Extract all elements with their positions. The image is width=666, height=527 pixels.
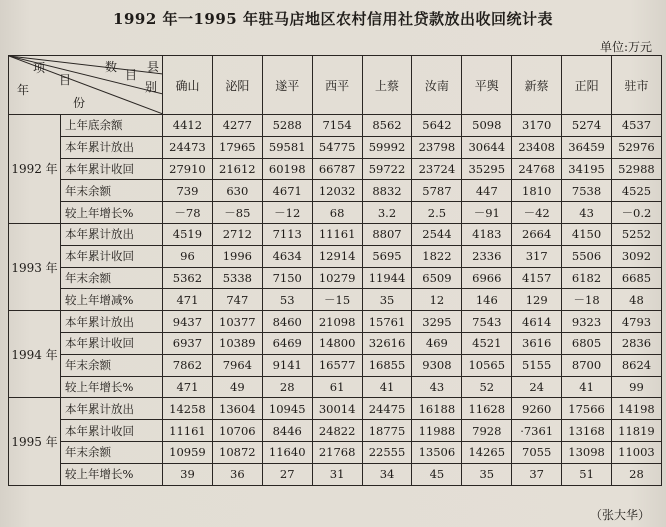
value-cell: 21612: [212, 158, 262, 180]
value-cell: 4525: [612, 180, 662, 202]
value-cell: 52: [462, 376, 512, 398]
value-cell: 5506: [562, 245, 612, 267]
value-cell: 16577: [312, 354, 362, 376]
county-header: 遂平: [262, 56, 312, 115]
table-row: [9, 180, 662, 202]
corner-label-mu2: 目: [125, 68, 138, 82]
value-cell: 28: [612, 463, 662, 485]
value-cell: 4412: [163, 115, 213, 137]
table-row: [9, 245, 662, 267]
value-cell: 53: [262, 289, 312, 311]
value-cell: 747: [212, 289, 262, 311]
value-cell: 5274: [562, 115, 612, 137]
value-cell: 13506: [412, 441, 462, 463]
value-cell: 30014: [312, 398, 362, 420]
value-cell: 96: [163, 245, 213, 267]
value-cell: 11161: [312, 223, 362, 245]
value-cell: 3.2: [362, 202, 412, 224]
county-header: 确山: [163, 56, 213, 115]
value-cell: 5288: [262, 115, 312, 137]
value-cell: －15: [312, 289, 362, 311]
value-cell: 31: [312, 463, 362, 485]
item-label-cell: 年末余额: [61, 180, 163, 202]
table-row: [9, 354, 662, 376]
value-cell: 27910: [163, 158, 213, 180]
county-header: 西平: [312, 56, 362, 115]
value-cell: 6469: [262, 332, 312, 354]
value-cell: 739: [163, 180, 213, 202]
value-cell: 129: [512, 289, 562, 311]
item-label-cell: 较上年增长%: [61, 202, 163, 224]
value-cell: 34: [362, 463, 412, 485]
value-cell: 9323: [562, 311, 612, 333]
value-cell: 8624: [612, 354, 662, 376]
value-cell: 471: [163, 289, 213, 311]
value-cell: 61: [312, 376, 362, 398]
table-title: 1992 年一1995 年驻马店地区农村信用社贷款放出收回统计表: [113, 10, 553, 28]
value-cell: 16855: [362, 354, 412, 376]
value-cell: 6966: [462, 267, 512, 289]
value-cell: －12: [262, 202, 312, 224]
value-cell: 7150: [262, 267, 312, 289]
value-cell: －78: [163, 202, 213, 224]
item-label-cell: 较上年增减%: [61, 289, 163, 311]
table-row: [9, 267, 662, 289]
value-cell: 49: [212, 376, 262, 398]
item-label-cell: 较上年增长%: [61, 463, 163, 485]
item-label-cell: 本年累计收回: [61, 245, 163, 267]
item-label-cell: 本年累计放出: [61, 398, 163, 420]
value-cell: 8446: [262, 420, 312, 442]
value-cell: 8700: [562, 354, 612, 376]
value-cell: 39: [163, 463, 213, 485]
value-cell: 24473: [163, 136, 213, 158]
value-cell: 4277: [212, 115, 262, 137]
value-cell: 6937: [163, 332, 213, 354]
county-header: 正阳: [562, 56, 612, 115]
value-cell: 7862: [163, 354, 213, 376]
value-cell: 10389: [212, 332, 262, 354]
value-cell: 54775: [312, 136, 362, 158]
value-cell: 3295: [412, 311, 462, 333]
value-cell: －0.2: [612, 202, 662, 224]
item-label-cell: 本年累计放出: [61, 223, 163, 245]
value-cell: 630: [212, 180, 262, 202]
value-cell: 6509: [412, 267, 462, 289]
value-cell: 35295: [462, 158, 512, 180]
value-cell: 48: [612, 289, 662, 311]
corner-label-bie: 别: [145, 80, 158, 94]
item-label-cell: 本年累计放出: [61, 136, 163, 158]
corner-label-mu1: 目: [59, 73, 72, 87]
value-cell: 27: [262, 463, 312, 485]
value-cell: 5642: [412, 115, 462, 137]
value-cell: 7055: [512, 441, 562, 463]
value-cell: 52976: [612, 136, 662, 158]
value-cell: 4183: [462, 223, 512, 245]
value-cell: 3170: [512, 115, 562, 137]
value-cell: 41: [362, 376, 412, 398]
table-row: [9, 289, 662, 311]
value-cell: 4537: [612, 115, 662, 137]
value-cell: 30644: [462, 136, 512, 158]
diagonal-header-cell: [9, 56, 163, 115]
value-cell: 18775: [362, 420, 412, 442]
value-cell: 16188: [412, 398, 462, 420]
header-row: [9, 56, 662, 115]
value-cell: 2544: [412, 223, 462, 245]
table-row: [9, 398, 662, 420]
value-cell: 13604: [212, 398, 262, 420]
county-header: 平舆: [462, 56, 512, 115]
value-cell: 35: [462, 463, 512, 485]
corner-label-shu: 数: [105, 60, 118, 74]
table-row: [9, 136, 662, 158]
value-cell: 8460: [262, 311, 312, 333]
value-cell: 2664: [512, 223, 562, 245]
value-cell: 11628: [462, 398, 512, 420]
value-cell: 11988: [412, 420, 462, 442]
value-cell: 66787: [312, 158, 362, 180]
table-row: [9, 376, 662, 398]
value-cell: 7113: [262, 223, 312, 245]
value-cell: 23724: [412, 158, 462, 180]
value-cell: 11003: [612, 441, 662, 463]
value-cell: ·7361: [512, 420, 562, 442]
value-cell: 4157: [512, 267, 562, 289]
value-cell: －42: [512, 202, 562, 224]
value-cell: 14265: [462, 441, 512, 463]
year-cell: 1992 年: [9, 115, 61, 224]
value-cell: －91: [462, 202, 512, 224]
value-cell: 10377: [212, 311, 262, 333]
value-cell: 7154: [312, 115, 362, 137]
corner-label-fen: 份: [73, 96, 86, 110]
county-header: 驻市: [612, 56, 662, 115]
value-cell: 9308: [412, 354, 462, 376]
value-cell: 6685: [612, 267, 662, 289]
item-label-cell: 年末余额: [61, 354, 163, 376]
value-cell: 14800: [312, 332, 362, 354]
value-cell: 11640: [262, 441, 312, 463]
value-cell: 24768: [512, 158, 562, 180]
table-row: [9, 463, 662, 485]
table-row: [9, 115, 662, 137]
value-cell: 35: [362, 289, 412, 311]
item-label-cell: 年末余额: [61, 267, 163, 289]
value-cell: 5362: [163, 267, 213, 289]
value-cell: 4614: [512, 311, 562, 333]
value-cell: 6182: [562, 267, 612, 289]
value-cell: 12: [412, 289, 462, 311]
value-cell: 9260: [512, 398, 562, 420]
value-cell: 4519: [163, 223, 213, 245]
loan-statistics-table: [8, 55, 662, 486]
value-cell: 59581: [262, 136, 312, 158]
value-cell: 43: [412, 376, 462, 398]
value-cell: 37: [512, 463, 562, 485]
value-cell: 5787: [412, 180, 462, 202]
value-cell: 23798: [412, 136, 462, 158]
value-cell: 51: [562, 463, 612, 485]
value-cell: 4671: [262, 180, 312, 202]
value-cell: 1822: [412, 245, 462, 267]
value-cell: 59722: [362, 158, 412, 180]
value-cell: 21768: [312, 441, 362, 463]
value-cell: 41: [562, 376, 612, 398]
value-cell: 4793: [612, 311, 662, 333]
value-cell: 10959: [163, 441, 213, 463]
value-cell: 4634: [262, 245, 312, 267]
table-row: [9, 311, 662, 333]
value-cell: 21098: [312, 311, 362, 333]
value-cell: 23408: [512, 136, 562, 158]
value-cell: 9437: [163, 311, 213, 333]
table-row: [9, 441, 662, 463]
value-cell: 13098: [562, 441, 612, 463]
value-cell: 32616: [362, 332, 412, 354]
value-cell: 52988: [612, 158, 662, 180]
value-cell: 10872: [212, 441, 262, 463]
item-label-cell: 本年累计收回: [61, 420, 163, 442]
corner-label-nian: 年: [17, 83, 30, 97]
value-cell: 7538: [562, 180, 612, 202]
value-cell: 17566: [562, 398, 612, 420]
value-cell: 2836: [612, 332, 662, 354]
value-cell: 8832: [362, 180, 412, 202]
value-cell: 13168: [562, 420, 612, 442]
item-label-cell: 较上年增长%: [61, 376, 163, 398]
value-cell: 24475: [362, 398, 412, 420]
value-cell: 15761: [362, 311, 412, 333]
value-cell: 2712: [212, 223, 262, 245]
value-cell: 5155: [512, 354, 562, 376]
value-cell: 99: [612, 376, 662, 398]
author-signature: （张大华）: [589, 508, 650, 522]
value-cell: 471: [163, 376, 213, 398]
value-cell: 2336: [462, 245, 512, 267]
county-header: 泌阳: [212, 56, 262, 115]
value-cell: 5338: [212, 267, 262, 289]
year-cell: 1993 年: [9, 223, 61, 310]
value-cell: 4150: [562, 223, 612, 245]
value-cell: 5252: [612, 223, 662, 245]
value-cell: 9141: [262, 354, 312, 376]
unit-label: 单位:万元: [599, 40, 652, 54]
value-cell: 14258: [163, 398, 213, 420]
table-row: [9, 332, 662, 354]
corner-label-xiang: 项: [33, 61, 46, 75]
value-cell: 469: [412, 332, 462, 354]
value-cell: 43: [562, 202, 612, 224]
value-cell: 8807: [362, 223, 412, 245]
value-cell: 17965: [212, 136, 262, 158]
value-cell: 10565: [462, 354, 512, 376]
item-label-cell: 年末余额: [61, 441, 163, 463]
table-row: [9, 223, 662, 245]
year-cell: 1995 年: [9, 398, 61, 485]
value-cell: 3092: [612, 245, 662, 267]
value-cell: 146: [462, 289, 512, 311]
value-cell: 24822: [312, 420, 362, 442]
value-cell: 447: [462, 180, 512, 202]
value-cell: 317: [512, 245, 562, 267]
value-cell: 24: [512, 376, 562, 398]
value-cell: 11161: [163, 420, 213, 442]
value-cell: 11819: [612, 420, 662, 442]
value-cell: 2.5: [412, 202, 462, 224]
item-label-cell: 本年累计收回: [61, 332, 163, 354]
value-cell: 6805: [562, 332, 612, 354]
value-cell: 5098: [462, 115, 512, 137]
value-cell: 36: [212, 463, 262, 485]
county-header: 新蔡: [512, 56, 562, 115]
value-cell: 22555: [362, 441, 412, 463]
value-cell: 36459: [562, 136, 612, 158]
value-cell: 1996: [212, 245, 262, 267]
value-cell: 11944: [362, 267, 412, 289]
value-cell: 34195: [562, 158, 612, 180]
year-cell: 1994 年: [9, 311, 61, 398]
county-header: 上蔡: [362, 56, 412, 115]
value-cell: 12914: [312, 245, 362, 267]
item-label-cell: 上年底余额: [61, 115, 163, 137]
value-cell: 68: [312, 202, 362, 224]
value-cell: －85: [212, 202, 262, 224]
corner-label-xian: 县: [147, 60, 160, 74]
table-row: [9, 158, 662, 180]
value-cell: 1810: [512, 180, 562, 202]
value-cell: 60198: [262, 158, 312, 180]
value-cell: 7928: [462, 420, 512, 442]
value-cell: 28: [262, 376, 312, 398]
county-header: 汝南: [412, 56, 462, 115]
value-cell: 8562: [362, 115, 412, 137]
value-cell: 10945: [262, 398, 312, 420]
value-cell: 4521: [462, 332, 512, 354]
value-cell: 5695: [362, 245, 412, 267]
value-cell: 3616: [512, 332, 562, 354]
value-cell: 14198: [612, 398, 662, 420]
table-row: [9, 202, 662, 224]
table-row: [9, 420, 662, 442]
item-label-cell: 本年累计放出: [61, 311, 163, 333]
value-cell: 10706: [212, 420, 262, 442]
value-cell: 12032: [312, 180, 362, 202]
value-cell: 10279: [312, 267, 362, 289]
value-cell: －18: [562, 289, 612, 311]
value-cell: 45: [412, 463, 462, 485]
item-label-cell: 本年累计收回: [61, 158, 163, 180]
value-cell: 7964: [212, 354, 262, 376]
value-cell: 7543: [462, 311, 512, 333]
value-cell: 59992: [362, 136, 412, 158]
